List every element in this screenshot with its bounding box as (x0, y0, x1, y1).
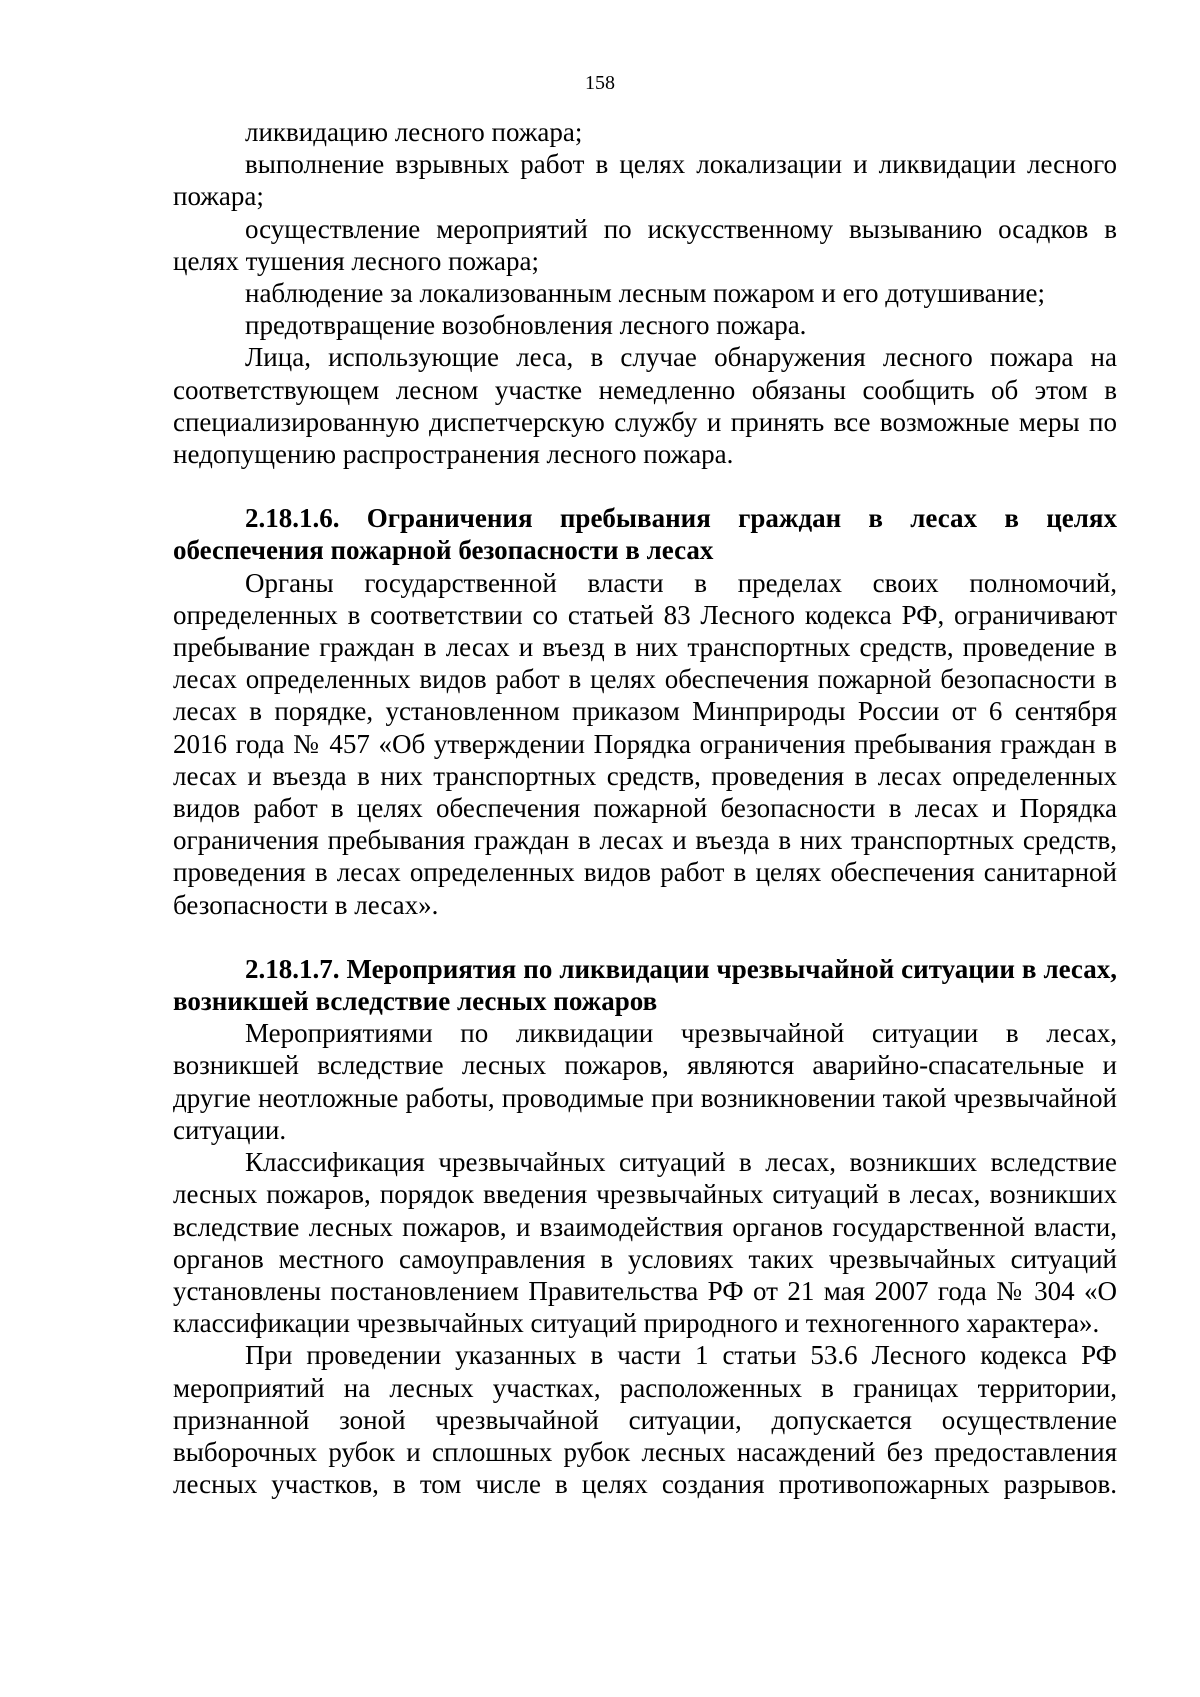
paragraph-forest-users-duty: Лица, использующие леса, в случае обнаружения лесного пожара на соответствующем лесном участке немедленно обязаны сообщить об этом в специализированную диспетчерскую службу и принять все возможные меры по недопущению распространения лесного пожара. (173, 342, 1117, 470)
list-item-artificial-precipitation: осуществление мероприятий по искусственному вызыванию осадков в целях тушения лесного пожара; (173, 213, 1117, 276)
paragraph-emergency-classification: Классификация чрезвычайных ситуаций в лесах, возникших вследствие лесных пожаров, порядок введения чрезвычайных ситуаций в лесах, возникших вследствие лесных пожаров, и взаимодействия органов государственной власти, органов местного самоуправления в условиях таких чрезвычайных ситуаций установлены постановлением Правительства РФ от 21 мая 2007 года № 304 «О классификации чрезвычайных ситуаций природного и техногенного характера». (173, 1147, 1117, 1339)
section-heading-2-18-1-7: 2.18.1.7. Мероприятия по ликвидации чрезвычайной ситуации в лесах, возникшей вследствие лесных пожаров (173, 953, 1117, 1017)
list-item-blasting-works: выполнение взрывных работ в целях локализации и ликвидации лесного пожара; (173, 149, 1117, 212)
paragraph-emergency-measures: Мероприятиями по ликвидации чрезвычайной ситуации в лесах, возникшей вследствие лесных пожаров, являются аварийно-спасательные и другие неотложные работы, проводимые при возникновении такой чрезвычайной ситуации. (173, 1018, 1117, 1145)
document-body (173, 116, 1117, 1500)
list-item-fire-liquidation: ликвидацию лесного пожара; (245, 117, 583, 147)
paragraph-logging-in-emergency-zone: При проведении указанных в части 1 статьи 53.6 Лесного кодекса РФ мероприятий на лесных участках, расположенных в границах территории, признанной зоной чрезвычайной ситуации, допускается осуществление выборочных рубок и сплошных рубок лесных насаждений без предоставления лесных участков, в том числе в целях создания противопожарных разрывов. (173, 1340, 1117, 1500)
section-heading-2-18-1-6: 2.18.1.6. Ограничения пребывания граждан в лесах в целях обеспечения пожарной безопасности в лесах (173, 503, 1117, 566)
list-item-prevention: предотвращение возобновления лесного пожара. (245, 310, 807, 341)
paragraph-access-restrictions: Органы государственной власти в пределах своих полномочий, определенных в соответствии со статьей 83 Лесного кодекса РФ, ограничивают пребывание граждан в лесах и въезд в них транспортных средств, проведение в лесах определенных видов работ в целях обеспечения пожарной безопасности в лесах в порядке, установленном приказом Минприроды России от 6 сентября 2016 года № 457 «Об утверждении Порядка ограничения пребывания граждан в лесах и въезда в них транспортных средств, проведения в лесах определенных видов работ в целях обеспечения пожарной безопасности в лесах и Порядка ограничения пребывания граждан в лесах и въезда в них транспортных средств, проведения в лесах определенных видов работ в целях обеспечения санитарной безопасности в лесах». (173, 567, 1117, 920)
section-spacer (173, 470, 1117, 502)
page-number: 158 (585, 72, 615, 94)
list-item-observation: наблюдение за локализованным лесным пожаром и его дотушивание; (245, 278, 1046, 309)
section-spacer (173, 921, 1117, 953)
